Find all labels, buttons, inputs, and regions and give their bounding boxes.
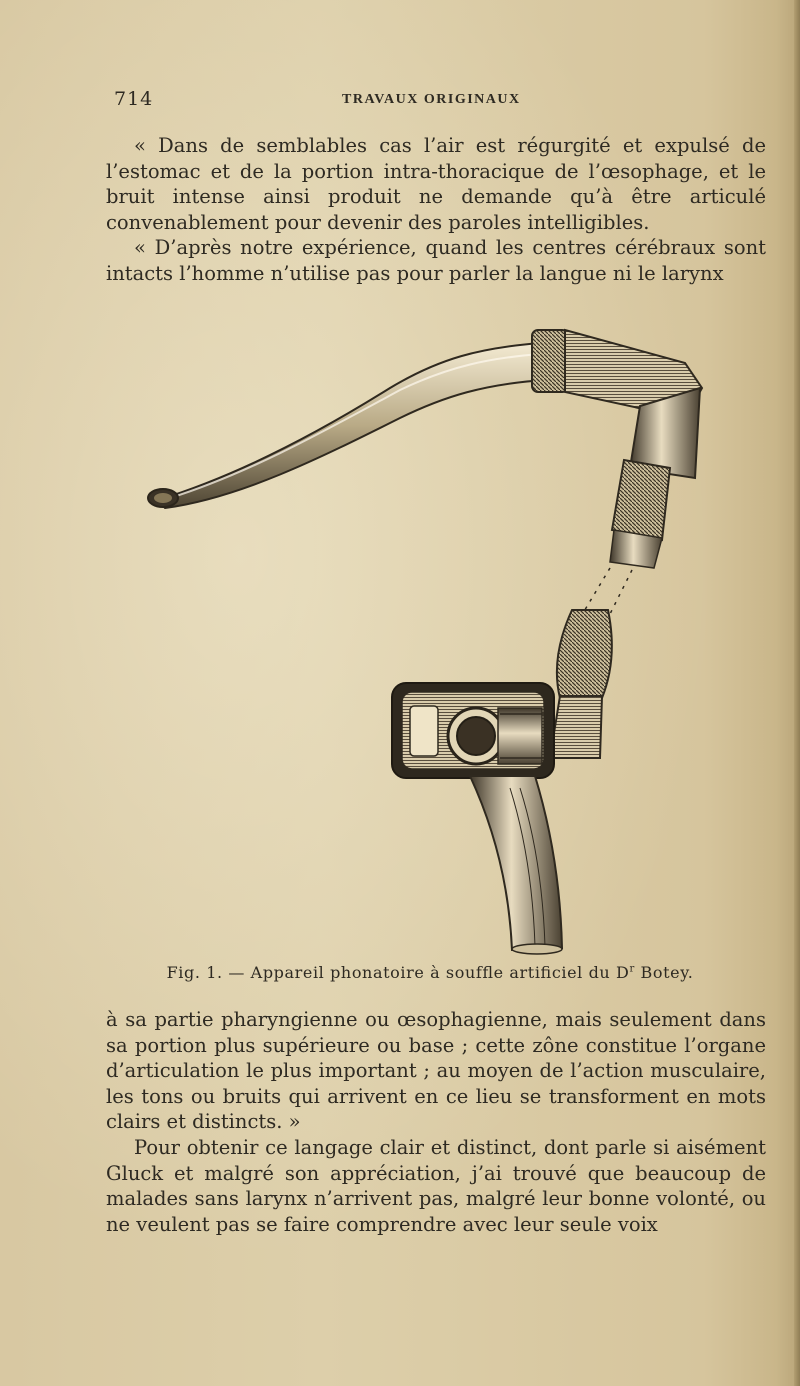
page-edge [794, 0, 800, 1386]
text-block-top [106, 133, 766, 287]
paragraph: Pour obtenir ce langage clair et distinct, dont parle si aisément Gluck et malgré son appréciation, j’ai trouvé que beaucoup de malades sans larynx n’arrivent pas, malgré leur bonne volonté, ou ne veulent pas se faire comprendre avec leur seule voix [106, 1135, 766, 1236]
caption-text: Fig. 1. — Appareil phonatoire à soufﬂe artiﬁciel du D [166, 963, 630, 982]
page-header [0, 88, 800, 112]
figure-caption [150, 963, 710, 987]
figure-illustration [140, 318, 715, 958]
running-head: TRAVAUX ORIGINAUX [342, 92, 521, 107]
text-block-bottom [106, 1007, 766, 1237]
caption-text-end: Botey. [634, 963, 694, 982]
page-number: 714 [114, 88, 154, 110]
paragraph: à sa partie pharyngienne ou œsophagienne, mais seulement dans sa portion plus supérieure ou base ; cette zône constitue l’organe d’articulation le plus important ; au moyen de l’action musculaire, les tons ou bruits qui arrivent en ce lieu se transforment en mots clairs et distincts. » [106, 1008, 766, 1134]
paragraph: « D’après notre expérience, quand les centres cérébraux sont intacts l’homme n’utilise pas pour parler la langue ni le larynx [106, 236, 766, 285]
paragraph: « Dans de semblables cas l’air est régurgité et expulsé de l’estomac et de la portion intra-thoracique de l’œsophage, et le bruit intense ainsi produit ne demande qu’à être articulé convenablement pour devenir des paroles intelligibles. [106, 134, 766, 234]
caption-superscript: r [629, 963, 635, 975]
phonation-apparatus-illustration [140, 318, 715, 958]
